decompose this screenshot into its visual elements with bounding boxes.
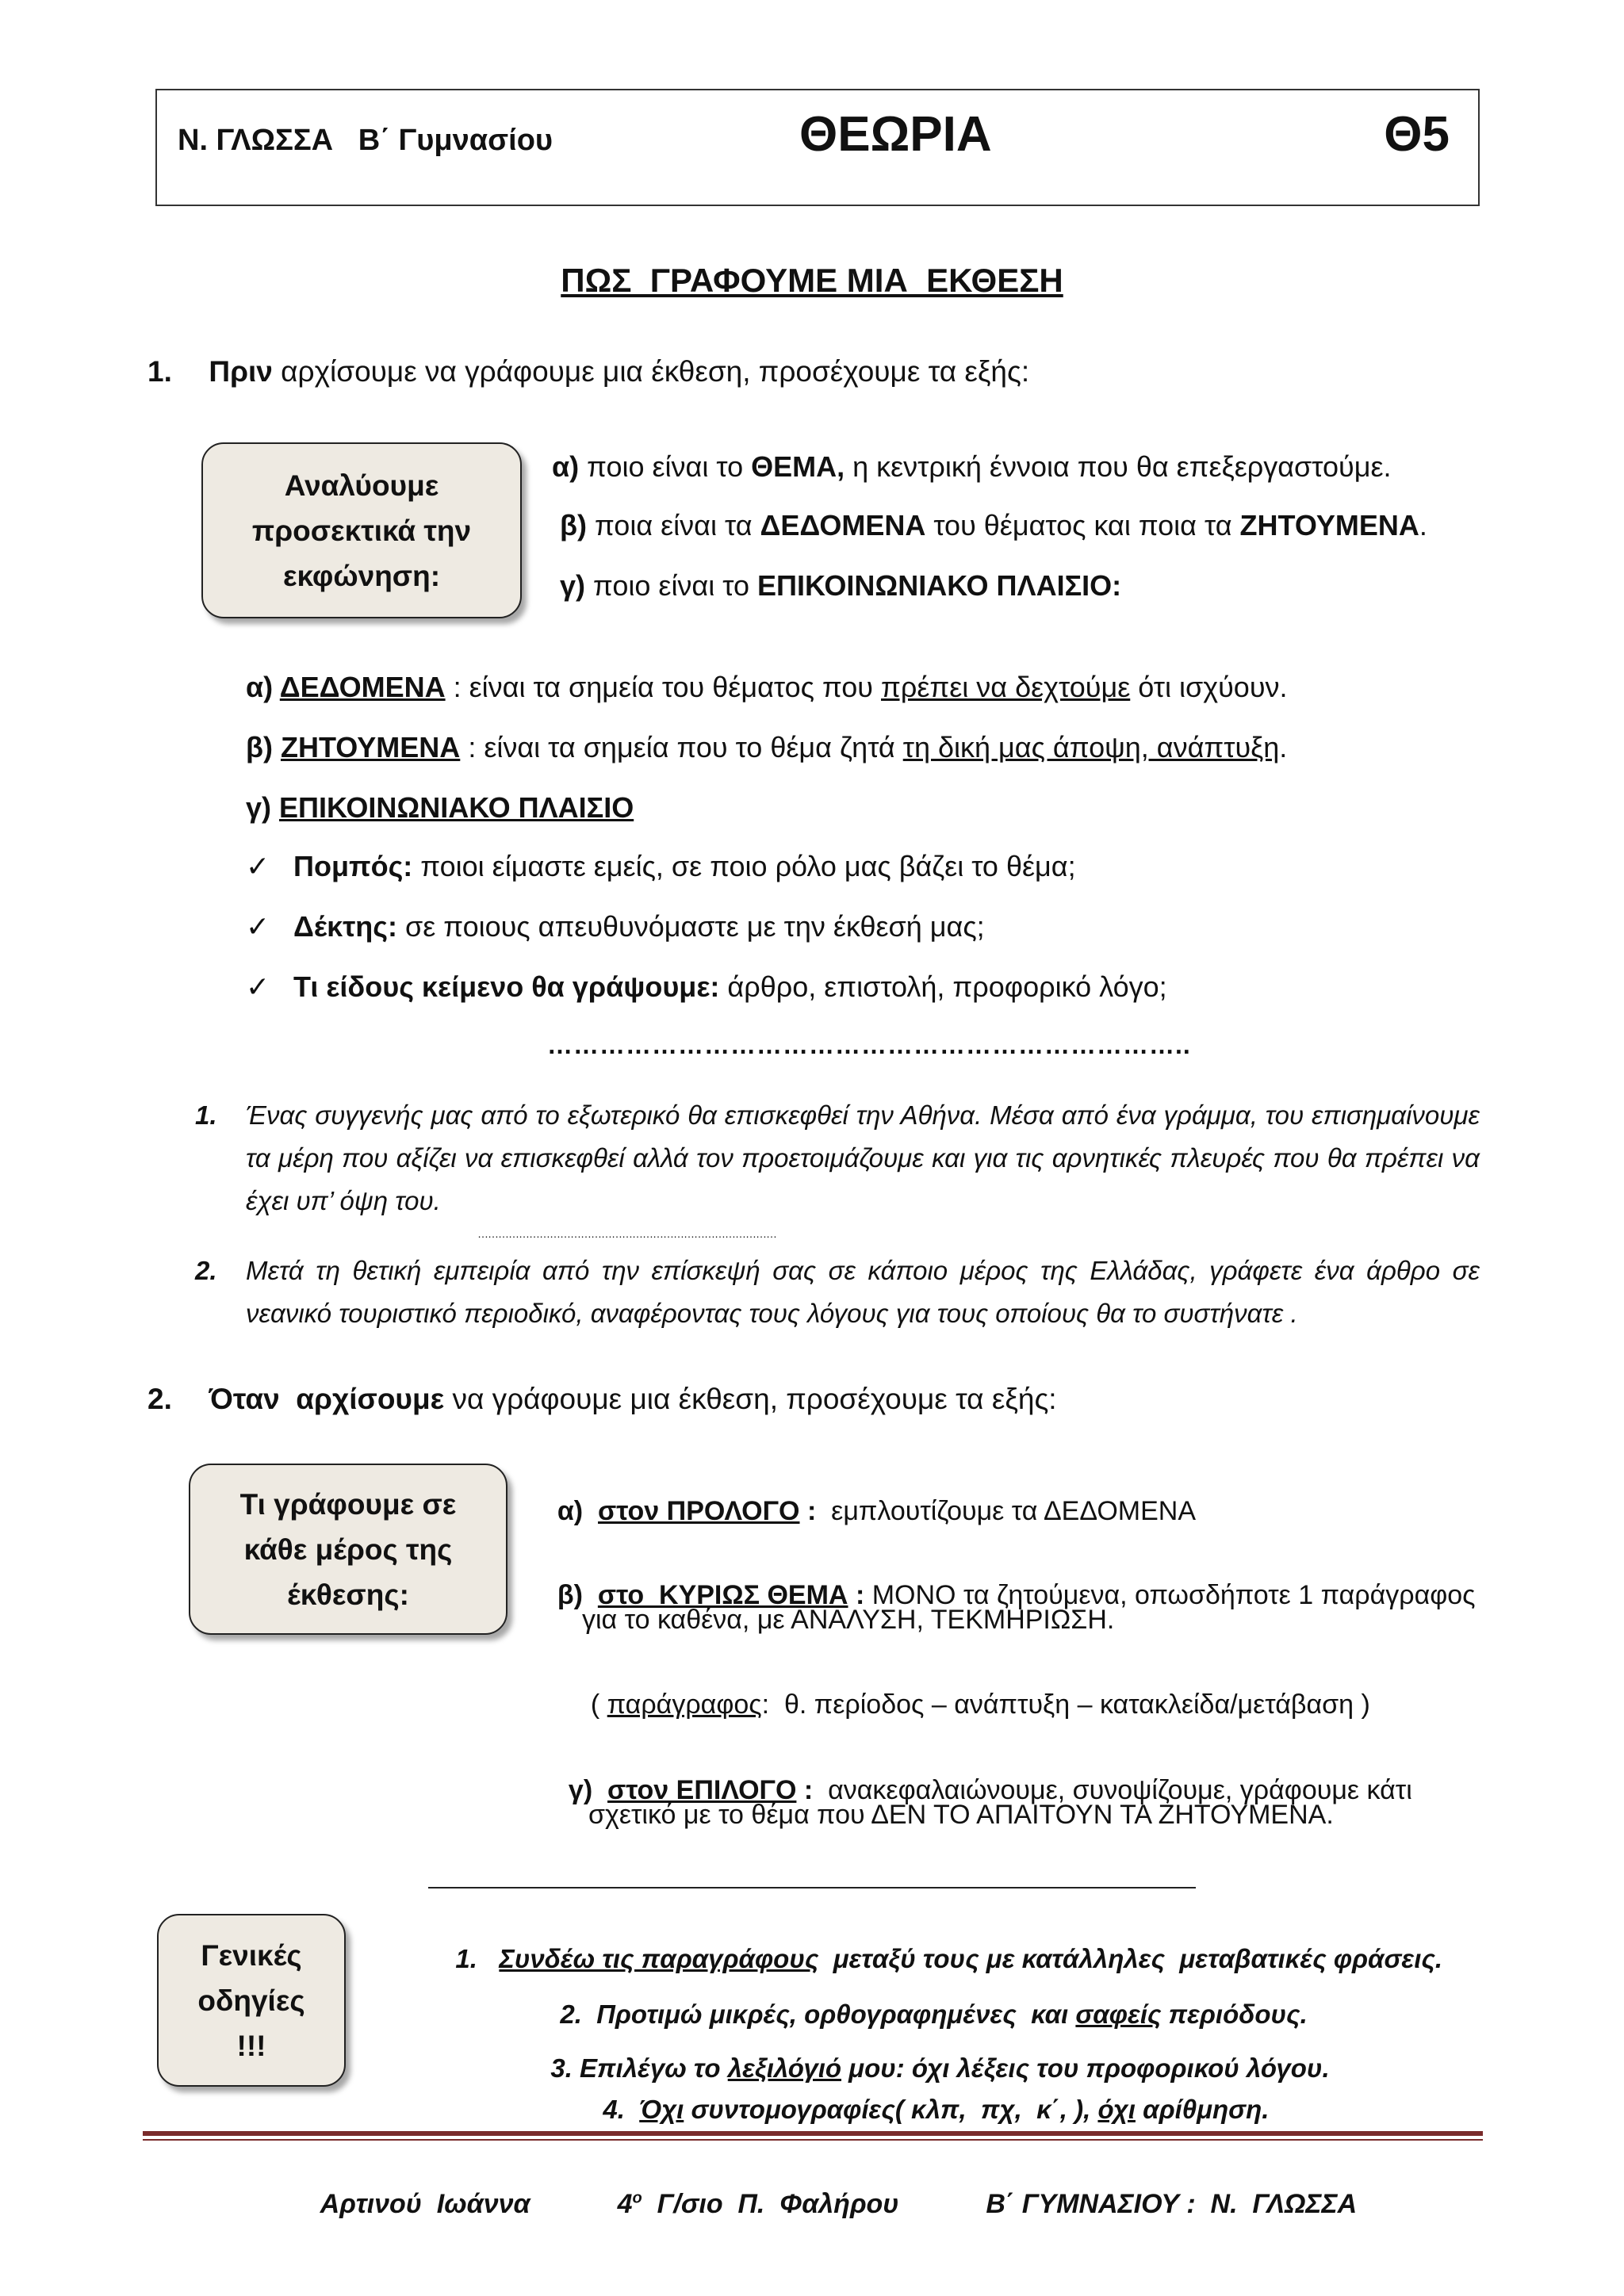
parts-box-line3: έκθεσης: [287,1578,409,1611]
section2-heading [147,1383,1057,1416]
def-a-text: : είναι τα σημεία του θέματος που [445,671,881,703]
footer-rule [143,2131,1483,2136]
item-c-pre: ποιο είναι το [585,569,757,602]
dots-separator: ……………………………………………………………….. [547,1031,1191,1059]
epilogos-marker: γ) [568,1775,608,1805]
g3-post: μου: όχι λέξεις του προφορικού λόγου. [841,2053,1330,2083]
prologos-colon: : [799,1496,817,1526]
general-box-line3: !!! [236,2029,266,2062]
item-b-marker: β) [560,509,587,541]
page-title: ΠΩΣ ΓΡΑΦΟΥΜΕ ΜΙΑ ΕΚΘΕΣΗ [561,262,1063,299]
footer-school-rest: Γ/σιο Π. Φαλήρου [642,2189,899,2219]
g4-post: αρίθμηση. [1135,2095,1270,2124]
analyze-box-line3: εκφώνηση: [282,559,441,592]
general-item-2 [546,1969,1308,2030]
item-b-bold: ΔΕΔΟΜΕΝΑ [760,509,926,541]
g1-post: μεταξύ τους με κατάλληλες μεταβατικές φράσεις. [818,1944,1443,1973]
item-a-bold: ΘΕΜΑ, [751,450,845,483]
part-epilogos [553,1744,1412,1806]
example-1 [195,1094,1480,1223]
header-title: ΘΕΩΡΙΑ [799,107,992,162]
check-eidos-bold: Τι είδους κείμενο θα γράψουμε: [293,970,720,1003]
epilogos-term: στον ΕΠΙΛΟΓΟ [607,1775,797,1805]
g4-underline-1: Όχι [639,2095,684,2124]
part-epilogos-line2: σχετικό με το θέμα που ΔΕΝ ΤΟ ΑΠΑΙΤΟΥΝ ΤΑ ΖΗΤΟΥΜΕΝΑ. [588,1800,1334,1830]
check-icon: ✓ [246,910,270,943]
prologos-term: στον ΠΡΟΛΟΓΟ [598,1496,800,1526]
analyze-item-c [560,569,1121,603]
def-c-term: ΕΠΙΚΟΙΝΩΝΙΑΚΟ ΠΛΑΙΣΙΟ [279,791,634,824]
g2-underline: σαφείς [1075,1999,1162,2029]
check-icon: ✓ [246,850,270,882]
analyze-box-line1: Αναλύουμε [284,469,439,502]
example-1-text: Ένας συγγενής μας από το εξωτερικό θα επισκεφθεί την Αθήνα. Μέσα από ένα γράμμα, του επισημαίνουμε τα μέρη που αξίζει να επισκεφθεί αλλά τον προετοιμάζουμε και για τις αρνητικές πλευρές που θα πρέπει να έχει υπ’ όψη του. [246,1100,1480,1215]
def-b-text: : είναι τα σημεία που το θέμα ζητά [460,731,903,763]
prologos-text: εμπλουτίζουμε τα ΔΕΔΟΜΕΝΑ [816,1496,1197,1526]
g3-pre: 3. Επιλέγω το [550,2053,728,2083]
g4-mid: συντομογραφίες( κλπ, πχ, κ΄, ), [684,2095,1098,2124]
part-kyrios-thema [542,1549,1476,1611]
check-pompos-text: ποιοι είμαστε εμείς, σε ποιο ρόλο μας βάζει το θέμα; [412,850,1076,882]
parts-box-line1: Τι γράφουμε σε [239,1487,457,1521]
general-item-4 [588,2064,1269,2125]
section1-num: 1. [147,355,172,388]
item-b-pre: ποια είναι τα [586,509,760,541]
check-dektis-text: σε ποιους απευθυνόμαστε με την έκθεσή μας; [396,910,985,943]
def-b-marker: β) [246,731,281,763]
item-c-bold: ΕΠΙΚΟΙΝΩΝΙΑΚΟ ΠΛΑΙΣΙΟ: [756,569,1122,602]
parts-box [189,1464,508,1635]
def-a-marker: α) [246,671,280,703]
general-item-1 [441,1914,1442,1974]
section1-lead-rest: αρχίσουμε να γράφουμε μια έκθεση, προσέχουμε τα εξής: [272,355,1030,388]
check-icon: ✓ [246,970,270,1003]
analyze-item-a [552,450,1392,484]
part-kyrios-line3 [576,1659,1370,1720]
prologos-marker: α) [557,1496,599,1526]
footer-school-num: 4 [617,2189,633,2219]
example-2 [195,1249,1480,1335]
general-box-line1: Γενικές [201,1938,302,1972]
g2-post: περιόδους. [1161,1999,1308,2029]
section2-lead-bold: Όταν αρχίσουμε [209,1383,445,1415]
general-box [157,1914,346,2087]
footer-author: Αρτινού Ιωάννα [320,2189,530,2219]
check-dektis-bold: Δέκτης: [293,910,397,943]
footer-course: Β΄ ΓΥΜΝΑΣΙΟΥ : Ν. ΓΛΩΣΣΑ [986,2189,1358,2219]
header-box [155,89,1480,206]
definition-plaisio [246,791,634,825]
parts-box-line2: κάθε μέρος της [243,1533,453,1566]
section2-num: 2. [147,1383,172,1415]
part-kyrios-line2: για το καθένα, με ΑΝΑΛΥΣΗ, ΤΕΚΜΗΡΙΩΣΗ. [582,1605,1115,1635]
example-2-num: 2. [195,1256,217,1285]
epilogos-text: ανακεφαλαιώνουμε, συνοψίζουμε, γράφουμε κάτι [813,1775,1412,1805]
small-dots-separator: …………………………………………………………………………… [477,1227,776,1240]
check-item-eidos [246,970,1167,1004]
g1-pre: 1. [455,1944,500,1973]
def-a-end: ότι ισχύουν. [1130,671,1288,703]
definition-zitoumena [246,731,1287,764]
def-a-underline: πρέπει να δεχτούμε [881,671,1131,703]
part-prologos [542,1465,1196,1527]
footer-school-sup: ο [632,2189,642,2207]
section1-lead-bold: Πριν [209,355,273,388]
header-subject: Ν. ΓΛΩΣΣΑ Β΄ Γυμνασίου [178,124,553,157]
kyrios-marker: β) [557,1580,598,1610]
g4-pre: 4. [603,2095,640,2124]
kyrios-term: στο ΚΥΡΙΩΣ ΘΕΜΑ [597,1580,848,1610]
g4-underline-2: όχι [1097,2095,1136,2124]
kyrios-colon: : [848,1580,865,1610]
def-a-term: ΔΕΔΟΜΕΝΑ [279,671,446,703]
analyze-box [201,442,522,618]
g1-underline: Συνδέω τις παραγράφους [499,1944,819,1973]
example-1-num: 1. [195,1100,217,1130]
check-eidos-text: άρθρο, επιστολή, προφορικό λόγο; [719,970,1167,1003]
kyrios-text: ΜΟΝΟ τα ζητούμενα, οπωσδήποτε 1 παράγραφος [864,1580,1476,1610]
check-item-dektis [246,910,985,943]
section-rule [428,1887,1196,1888]
footer [306,2158,1357,2220]
def-b-end: . [1279,731,1288,763]
g3-underline: λεξιλόγιό [727,2053,842,2083]
section2-lead-rest: να γράφουμε μια έκθεση, προσέχουμε τα εξής: [444,1383,1057,1415]
footer-rule-thin [143,2139,1483,2141]
check-pompos-bold: Πομπός: [293,850,413,882]
item-b-post: . [1419,509,1427,541]
def-b-term: ΖΗΤΟΥΜΕΝΑ [280,731,461,763]
paragraph-term: παράγραφος [607,1689,762,1720]
example-2-text: Μετά τη θετική εμπειρία από την επίσκεψή σας σε κάποιο μέρος της Ελλάδας, γράφετε ένα άρθρο σε νεανικό τουριστικό περιοδικό, αναφέροντας τους λόγους για τους οποίους θα το συστήνατε . [246,1256,1480,1328]
analyze-item-b [560,509,1427,542]
definition-dedomena [246,671,1288,704]
item-a-pre: ποιο είναι το [579,450,752,483]
check-item-pompos [246,850,1076,883]
item-b-bold2: ΖΗΤΟΥΜΕΝΑ [1239,509,1419,541]
def-c-marker: γ) [246,791,280,824]
paragraph-rest: : θ. περίοδος – ανάπτυξη – κατακλείδα/μετάβαση ) [761,1689,1370,1720]
item-b-mid: του θέματος και ποια τα [925,509,1240,541]
item-a-marker: α) [552,450,580,483]
g2-pre: 2. Προτιμώ μικρές, ορθογραφημένες και [560,1999,1076,2029]
epilogos-colon: : [796,1775,814,1805]
def-b-underline: τη δική μας άποψη, ανάπτυξη [902,731,1280,763]
section1-heading [147,355,1029,388]
header-code: Θ5 [1384,107,1450,162]
item-c-marker: γ) [560,569,586,602]
paragraph-open: ( [590,1689,607,1720]
general-box-line2: οδηγίες [197,1984,305,2017]
analyze-box-line2: προσεκτικά την [251,514,472,547]
item-a-post: η κεντρική έννοια που θα επεξεργαστούμε. [845,450,1392,483]
